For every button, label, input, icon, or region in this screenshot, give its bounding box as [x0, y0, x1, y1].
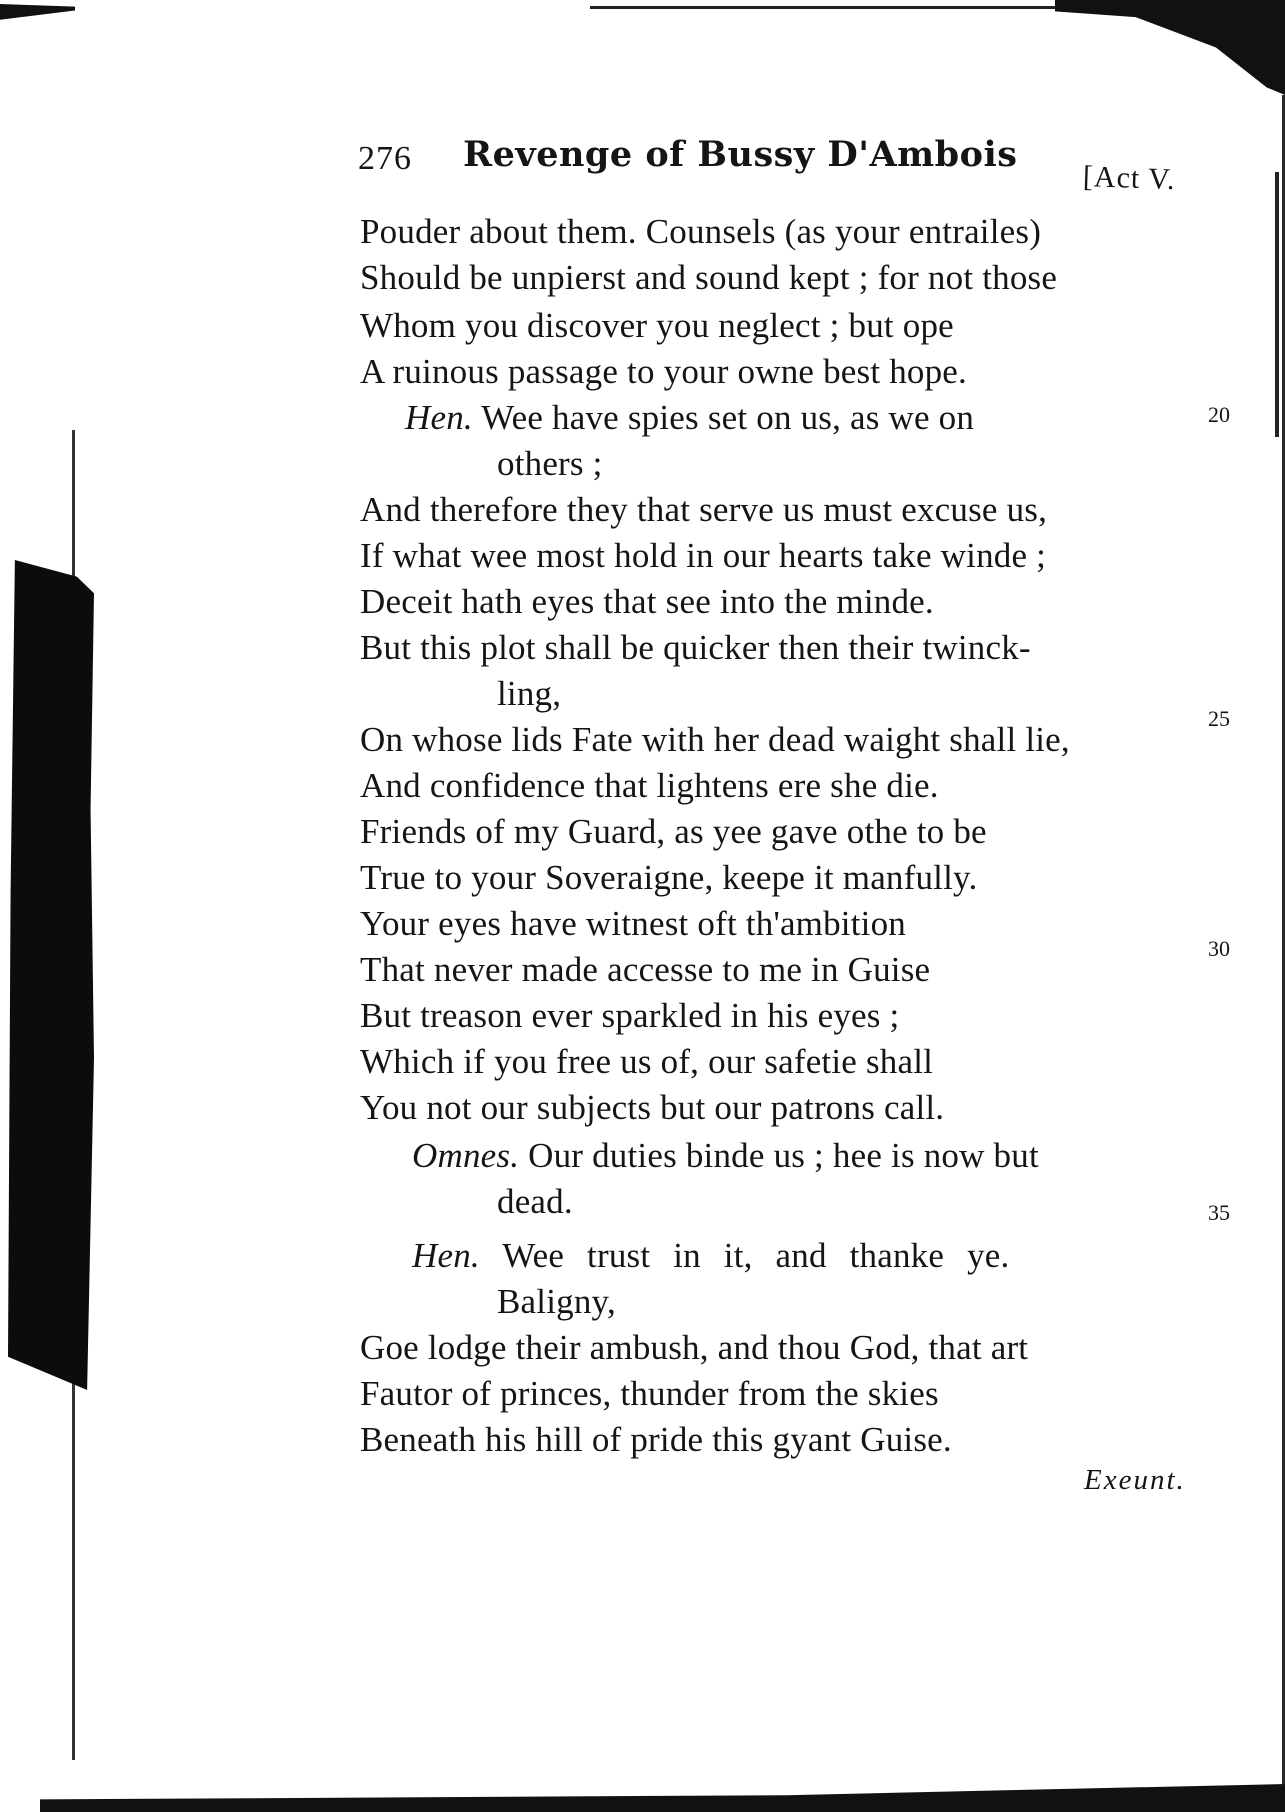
verse-continuation: others ;: [497, 444, 603, 483]
line-number: 20: [1208, 402, 1230, 427]
verse-line: But this plot shall be quicker then their twinck-: [360, 628, 1031, 667]
scan-shadow-top-left: [0, 0, 75, 22]
verse-line: Goe lodge their ambush, and thou God, that art: [360, 1328, 1029, 1367]
verse-line: True to your Soveraigne, keepe it manfully.: [360, 858, 978, 897]
verse-line: That never made accesse to me in Guise: [360, 950, 931, 989]
scan-shadow-top-right: [1055, 0, 1285, 95]
act-marker: [Act V.: [1082, 160, 1177, 197]
speech-line: [405, 398, 974, 438]
speaker-name: Hen.: [405, 398, 473, 437]
verse-line: Whom you discover you neglect ; but ope: [360, 306, 954, 345]
line-number: 25: [1208, 706, 1230, 731]
verse-line: And therefore they that serve us must excuse us,: [360, 490, 1048, 529]
verse-line: Should be unpierst and sound kept ; for not those: [360, 258, 1058, 297]
speech-line: [412, 1136, 1039, 1176]
verse-line: Pouder about them. Counsels (as your entrailes): [360, 212, 1042, 251]
speech-line: [412, 1236, 1009, 1276]
speaker-name: Omnes.: [412, 1136, 520, 1175]
stage-direction: Exeunt.: [1084, 1464, 1186, 1496]
line-number: 35: [1208, 1200, 1230, 1225]
verse-line: But treason ever sparkled in his eyes ;: [360, 996, 900, 1035]
scan-shadow-left: [8, 560, 94, 1390]
verse-line: If what wee most hold in our hearts take winde ;: [360, 536, 1047, 575]
speaker-name: Hen.: [412, 1236, 480, 1275]
speech-text: Wee trust in it, and thanke ye.: [479, 1236, 1010, 1275]
scan-mark-right: [1275, 172, 1279, 437]
line-number: 30: [1208, 936, 1230, 961]
verse-line: Which if you free us of, our safetie shall: [360, 1042, 934, 1081]
speech-text: Our duties binde us ; hee is now but: [519, 1136, 1039, 1175]
verse-line: Deceit hath eyes that see into the minde.: [360, 582, 934, 621]
verse-line: And confidence that lightens ere she die.: [360, 766, 939, 805]
page-header: [358, 134, 1188, 197]
verse-line: On whose lids Fate with her dead waight shall lie,: [360, 720, 1070, 759]
verse-line: Your eyes have witnest oft th'ambition: [360, 904, 906, 943]
running-title: Revenge of Bussy D'Ambois: [463, 134, 1018, 175]
scan-shadow-bottom: [40, 1784, 1285, 1812]
verse-line: Friends of my Guard, as yee gave othe to be: [360, 812, 987, 851]
verse-line: A ruinous passage to your owne best hope.: [360, 352, 967, 391]
verse-continuation: ling,: [497, 674, 562, 713]
verse-line: You not our subjects but our patrons call.: [360, 1088, 945, 1127]
page-number: 276: [358, 140, 412, 177]
verse-line: Beneath his hill of pride this gyant Guise.: [360, 1420, 952, 1459]
speech-text: Wee have spies set on us, as we on: [472, 398, 975, 437]
verse-continuation: Baligny,: [497, 1282, 616, 1321]
verse-continuation: dead.: [497, 1182, 573, 1221]
verse-line: Fautor of princes, thunder from the skies: [360, 1374, 939, 1413]
